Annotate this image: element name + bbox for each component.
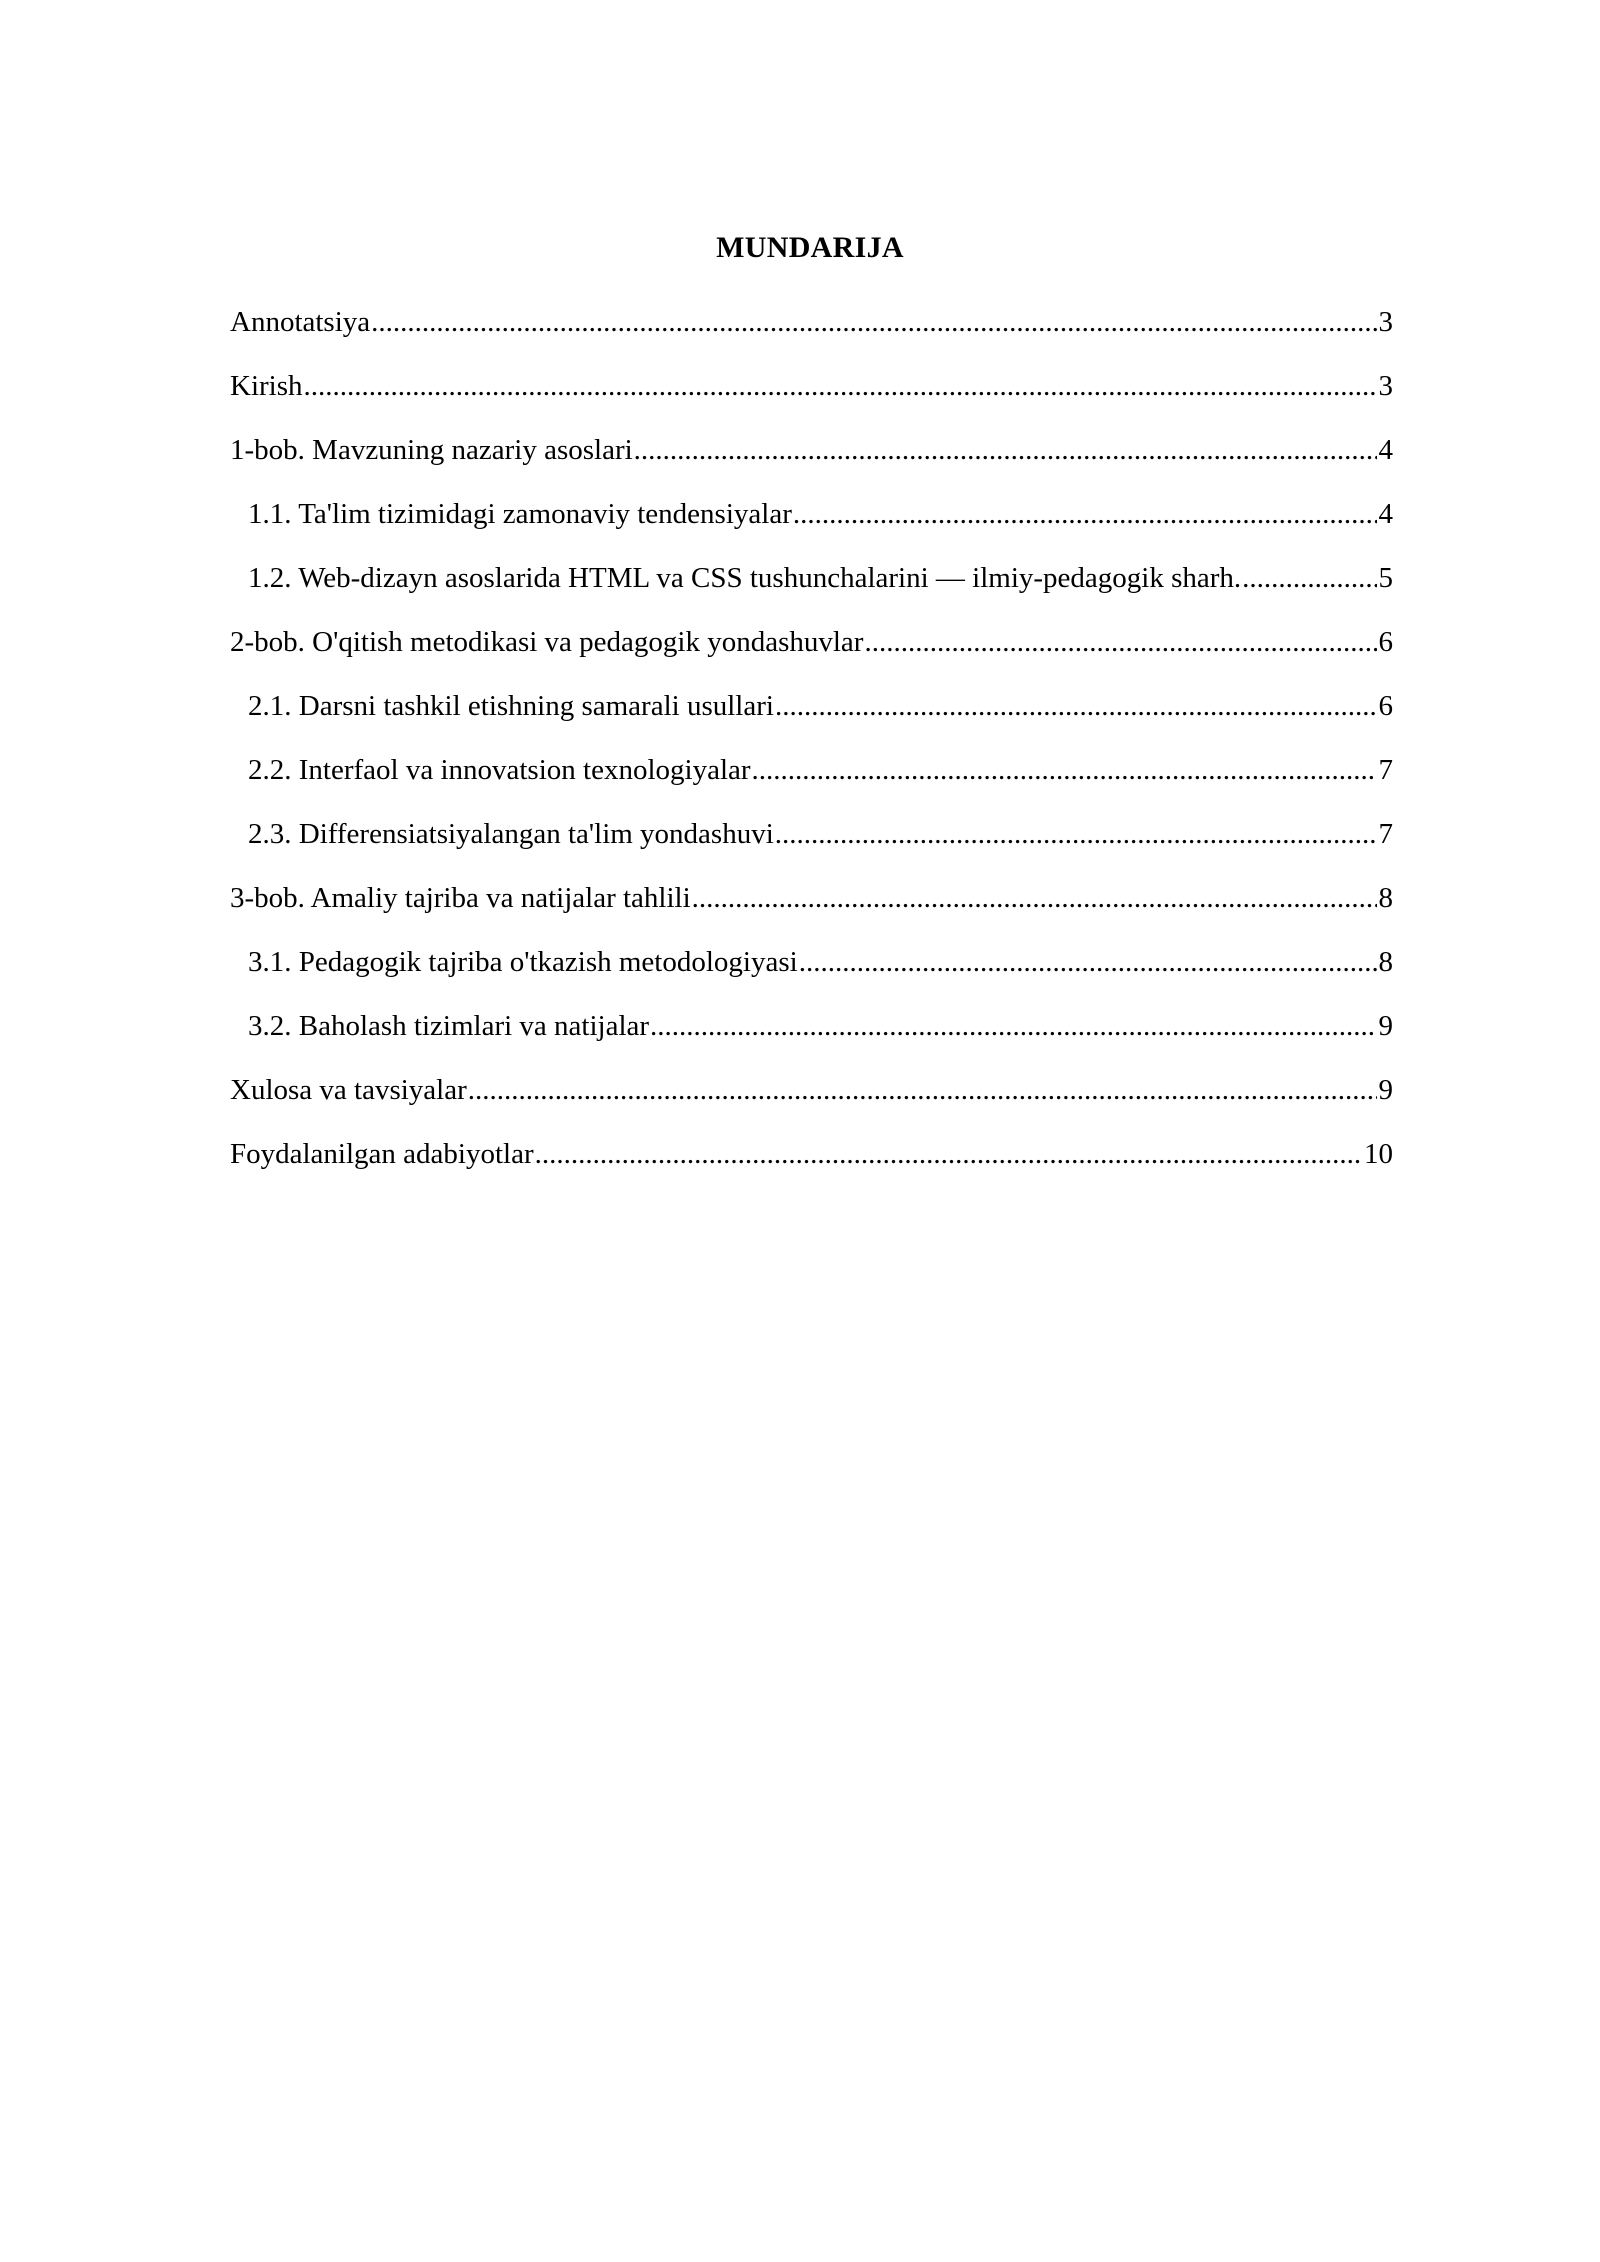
toc-entry-text: 2-bob. O'qitish metodikasi va pedagogik yondashuvlar bbox=[230, 626, 864, 658]
toc-entry-text: 2.2. Interfaol va innovatsion texnologiyalar bbox=[248, 754, 751, 786]
toc-dot-leader bbox=[468, 1066, 1377, 1114]
toc-page-number: 8 bbox=[1378, 882, 1393, 914]
toc-subentry[interactable] bbox=[230, 682, 1393, 746]
toc-entry-text: 3.1. Pedagogik tajriba o'tkazish metodologiyasi bbox=[248, 946, 798, 978]
toc-page-number: 4 bbox=[1378, 498, 1393, 530]
toc-dot-leader bbox=[793, 490, 1377, 538]
toc-dot-leader bbox=[304, 362, 1377, 410]
toc-dot-leader bbox=[1242, 554, 1376, 602]
toc-dot-leader bbox=[634, 426, 1377, 474]
toc-page-number: 9 bbox=[1378, 1074, 1393, 1106]
toc-subentry[interactable] bbox=[230, 490, 1393, 554]
toc-entry[interactable] bbox=[230, 426, 1393, 490]
toc-subentry[interactable] bbox=[230, 1002, 1393, 1066]
toc-entry-text: 2.1. Darsni tashkil etishning samarali usullari bbox=[248, 690, 774, 722]
toc-entry-text: Xulosa va tavsiyalar bbox=[230, 1074, 467, 1106]
toc-entry[interactable] bbox=[230, 1066, 1393, 1130]
table-of-contents bbox=[230, 298, 1393, 1194]
toc-subentry[interactable] bbox=[230, 554, 1393, 618]
toc-subentry[interactable] bbox=[230, 810, 1393, 874]
toc-page-number: 5 bbox=[1378, 562, 1393, 594]
toc-entry-text: 1.2. Web-dizayn asoslarida HTML va CSS tushunchalarini — ilmiy-pedagogik sharh. bbox=[248, 562, 1242, 594]
toc-page-number: 7 bbox=[1378, 818, 1393, 850]
toc-dot-leader bbox=[864, 618, 1376, 666]
toc-dot-leader bbox=[650, 1002, 1376, 1050]
toc-subentry[interactable] bbox=[230, 938, 1393, 1002]
toc-page-number: 8 bbox=[1378, 946, 1393, 978]
toc-dot-leader bbox=[752, 746, 1377, 794]
toc-subentry[interactable] bbox=[230, 746, 1393, 810]
toc-dot-leader bbox=[775, 682, 1377, 730]
toc-entry-text: Kirish bbox=[230, 370, 303, 402]
toc-entry[interactable] bbox=[230, 1130, 1393, 1194]
toc-entry-text: Foydalanilgan adabiyotlar bbox=[230, 1138, 534, 1170]
toc-entry-text: 3-bob. Amaliy tajriba va natijalar tahlili bbox=[230, 882, 691, 914]
toc-entry[interactable] bbox=[230, 618, 1393, 682]
toc-entry-text: 2.3. Differensiatsiyalangan ta'lim yondashuvi bbox=[248, 818, 774, 850]
toc-entry[interactable] bbox=[230, 362, 1393, 426]
toc-page-number: 3 bbox=[1378, 306, 1393, 338]
toc-entry[interactable] bbox=[230, 298, 1393, 362]
toc-page-number: 9 bbox=[1378, 1010, 1393, 1042]
toc-entry-text: 3.2. Baholash tizimlari va natijalar bbox=[248, 1010, 650, 1042]
toc-dot-leader bbox=[371, 298, 1376, 346]
toc-entry-text: 1.1. Ta'lim tizimidagi zamonaviy tendensiyalar bbox=[248, 498, 792, 530]
toc-entry-text: Annotatsiya bbox=[230, 306, 371, 338]
toc-dot-leader bbox=[775, 810, 1377, 858]
toc-dot-leader bbox=[692, 874, 1377, 922]
toc-page-number: 4 bbox=[1378, 434, 1393, 466]
toc-dot-leader bbox=[799, 938, 1377, 986]
toc-entry-text: 1-bob. Mavzuning nazariy asoslari bbox=[230, 434, 633, 466]
toc-title: MUNDARIJA bbox=[716, 231, 904, 264]
toc-entry[interactable] bbox=[230, 874, 1393, 938]
toc-page-number: 7 bbox=[1378, 754, 1393, 786]
toc-page-number: 6 bbox=[1378, 690, 1393, 722]
toc-page-number: 3 bbox=[1378, 370, 1393, 402]
toc-page-number: 6 bbox=[1378, 626, 1393, 658]
toc-dot-leader bbox=[535, 1130, 1362, 1178]
toc-page-number: 10 bbox=[1364, 1138, 1393, 1170]
